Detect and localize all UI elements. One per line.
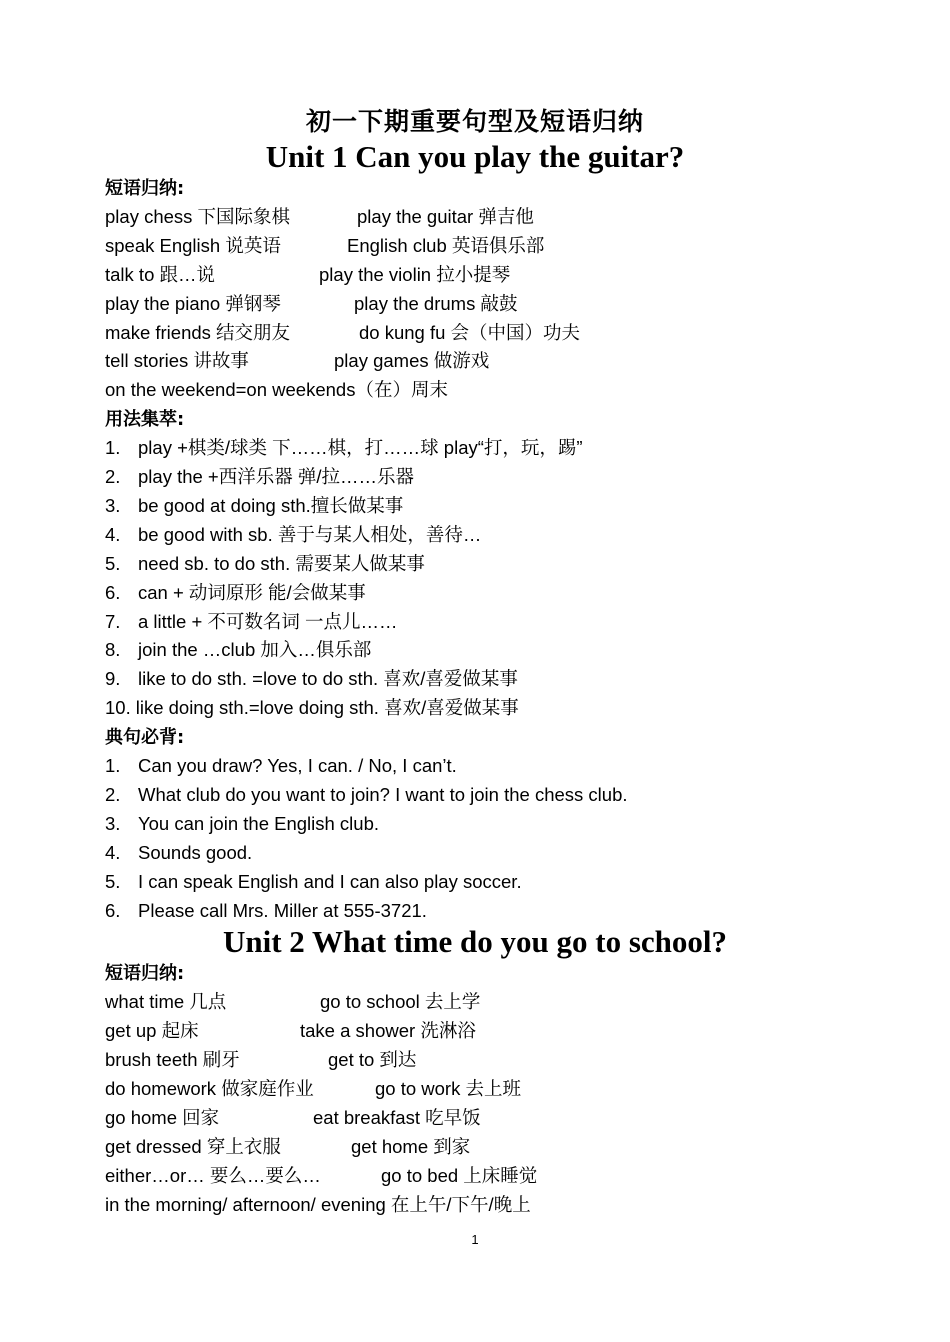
item-text: need sb. to do sth. 需要某人做某事 [138,552,425,574]
phrase-row [105,1133,845,1162]
sentence-item [105,897,845,926]
phrase: go to work 去上班 [375,1078,521,1100]
phrase-row [105,1162,845,1191]
phrase-row [105,319,845,348]
phrase: go home 回家 [105,1107,220,1129]
phrase-row [105,1075,845,1104]
phrase: brush teeth 刷牙 [105,1049,240,1071]
item-number: 5. [105,870,121,892]
usage-item [105,608,845,637]
item-text: Sounds good. [138,841,253,863]
item-number: 3. [105,495,121,517]
phrase: on the weekend=on weekends（在）周末 [105,379,448,401]
phrase: speak English 说英语 [105,234,281,256]
phrase: get home 到家 [351,1135,471,1157]
item-number: 7. [105,610,121,632]
item-text: Please call Mrs. Miller at 555-3721. [138,899,427,921]
phrase: do kung fu 会（中国）功夫 [359,321,581,343]
phrase: play games 做游戏 [334,350,490,372]
phrase: go to school 去上学 [320,991,481,1013]
phrase-row [105,1017,845,1046]
usage-item [105,579,845,608]
phrase: get dressed 穿上衣服 [105,1135,281,1157]
item-number: 2. [105,784,121,806]
phrase: in the morning/ afternoon/ evening 在上午/下午/晚上 [105,1193,531,1215]
phrase: play the drums 敲鼓 [354,292,518,314]
phrase-row [105,232,845,261]
phrase: get to 到达 [328,1049,417,1071]
phrase-row [105,1046,845,1075]
phrase-row [105,347,845,376]
usage-item [105,694,845,723]
item-text: like doing sth.=love doing sth. 喜欢/喜爱做某事 [135,697,519,719]
item-text: be good with sb. 善于与某人相处，善待… [138,523,482,545]
phrase: what time 几点 [105,991,227,1013]
item-number: 1. [105,755,121,777]
sentence-item [105,868,845,897]
sentence-item [105,839,845,868]
usage-item [105,521,845,550]
unit2-phrases-heading: 短语归纳: [105,963,185,985]
usage-item [105,463,845,492]
sentence-item [105,781,845,810]
phrase: play the guitar 弹吉他 [357,206,534,227]
item-text: What club do you want to join? I want to join the chess club. [138,784,628,806]
document-title: 初一下期重要句型及短语归纳 [305,107,644,136]
item-text: like to do sth. =love to do sth. 喜欢/喜爱做某事 [138,668,518,690]
phrase-row [105,203,845,232]
item-text: can + 动词原形 能/会做某事 [138,581,366,603]
unit1-sentences-heading: 典句必背: [105,727,185,749]
item-number: 2. [105,466,121,488]
usage-item [105,636,845,665]
phrase: English club 英语俱乐部 [347,234,545,256]
item-number: 8. [105,639,121,661]
item-number: 3. [105,812,121,834]
phrase: either…or… 要么…要么… [105,1164,321,1186]
item-text: be good at doing sth.擅长做某事 [138,495,404,517]
phrase-row [105,290,845,319]
phrase-row [105,1191,845,1220]
item-number: 10. [105,697,131,719]
unit1-phrases-heading: 短语归纳: [105,178,185,199]
phrase-row [105,376,845,405]
phrase: take a shower 洗淋浴 [300,1020,476,1042]
sentence-item [105,810,845,839]
phrase: do homework 做家庭作业 [105,1078,314,1100]
item-number: 1. [105,437,121,459]
phrase: tell stories 讲故事 [105,350,249,372]
item-text: a little + 不可数名词 一点儿…… [138,610,398,632]
page-number: 1 [471,1232,479,1247]
unit1-title: Unit 1 Can you play the guitar? [265,139,685,174]
phrase: talk to 跟…说 [105,263,215,285]
unit1-usage-heading: 用法集萃: [105,409,185,431]
item-number: 5. [105,552,121,574]
item-text: play the +西洋乐器 弹/拉……乐器 [138,466,415,488]
item-number: 6. [105,581,121,603]
item-number: 4. [105,523,121,545]
item-text: I can speak English and I can also play soccer. [138,870,522,892]
phrase: eat breakfast 吃早饭 [313,1107,481,1129]
item-number: 4. [105,841,121,863]
unit2-title: Unit 2 What time do you go to school? [222,924,728,960]
item-text: You can join the English club. [138,812,380,834]
phrase: make friends 结交朋友 [105,321,291,343]
item-text: play +棋类/球类 下……棋，打……球 play“打，玩，踢” [138,437,583,459]
phrase-row [105,988,845,1017]
phrase-row [105,1104,845,1133]
usage-item [105,492,845,521]
item-number: 6. [105,899,121,921]
usage-item [105,434,845,463]
usage-item [105,665,845,694]
usage-item [105,550,845,579]
phrase: go to bed 上床睡觉 [381,1164,538,1186]
phrase: play the piano 弹钢琴 [105,292,281,314]
item-text: join the …club 加入…俱乐部 [138,639,372,661]
phrase: get up 起床 [105,1020,199,1042]
phrase-row [105,261,845,290]
sentence-item [105,752,845,781]
item-number: 9. [105,668,121,690]
item-text: Can you draw? Yes, I can. / No, I can’t. [138,755,457,777]
phrase: play the violin 拉小提琴 [319,263,511,285]
phrase: play chess 下国际象棋 [105,206,291,227]
document-page [105,104,845,1220]
